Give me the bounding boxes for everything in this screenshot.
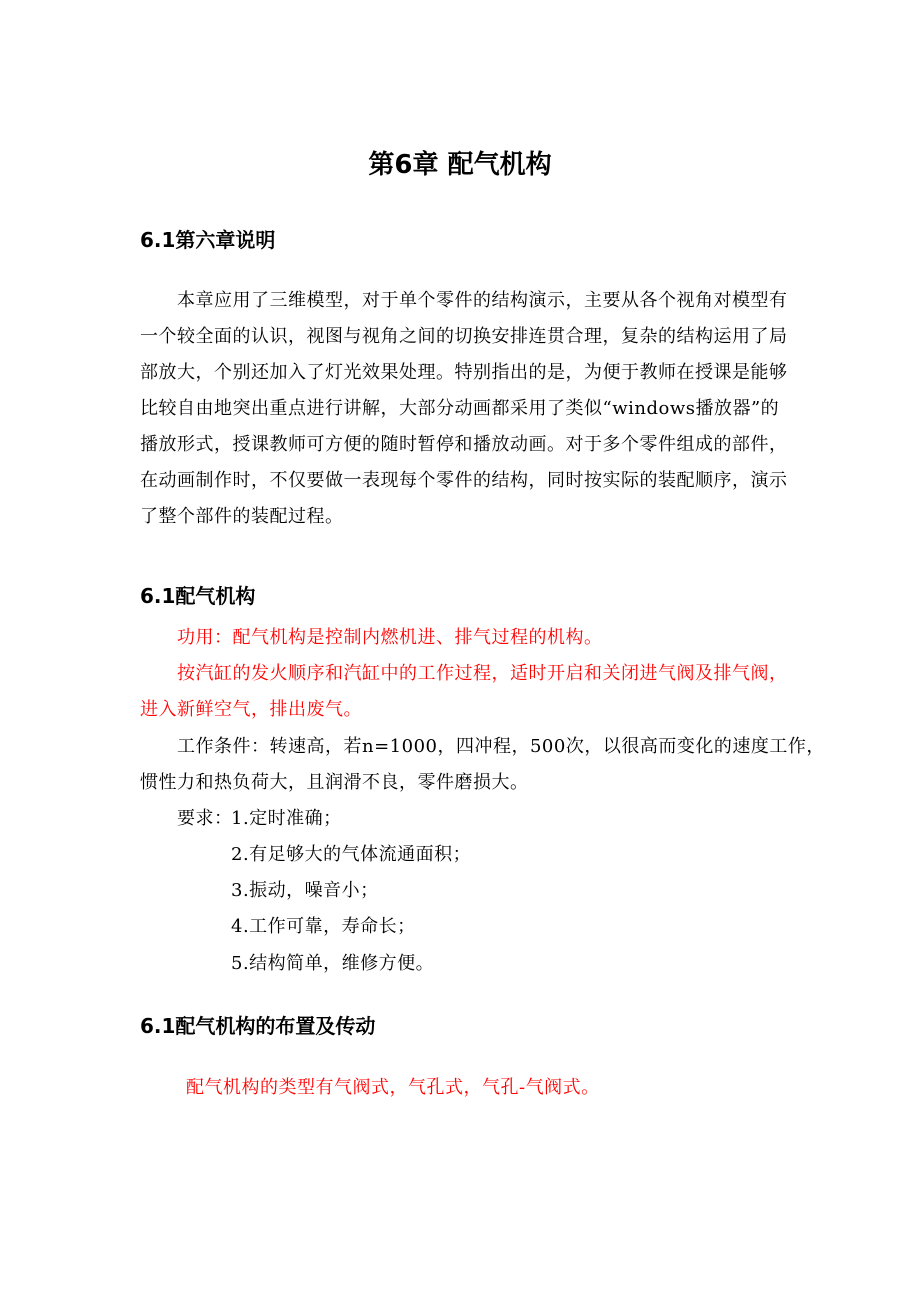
paragraph-line: 一个较全面的认识，视图与视角之间的切换安排连贯合理，复杂的结构运用了局 xyxy=(140,326,788,347)
description-line: 按汽缸的发火顺序和汽缸中的工作过程，适时开启和关闭进气阀及排气阀， xyxy=(177,663,788,684)
requirement-item: 2.有足够大的气体流通面积； xyxy=(231,844,472,865)
chapter-title: 第6章 配气机构 xyxy=(368,150,552,180)
section-heading-valve-train: 6.1配气机构 xyxy=(140,584,256,608)
conditions-line: 惯性力和热负荷大，且润滑不良，零件磨损大。 xyxy=(140,772,529,793)
requirement-item: 1.定时准确； xyxy=(231,808,342,829)
paragraph-line: 比较自由地突出重点进行讲解，大部分动画都采用了类似“windows播放器”的 xyxy=(140,398,780,419)
paragraph-line: 在动画制作时，不仅要做一表现每个零件的结构，同时按实际的装配顺序，演示 xyxy=(140,470,788,491)
section-heading-layout-drive: 6.1配气机构的布置及传动 xyxy=(140,1014,376,1038)
requirement-item: 5.结构简单，维修方便。 xyxy=(231,953,435,974)
paragraph-line: 播放形式，授课教师可方便的随时暂停和播放动画。对于多个零件组成的部件， xyxy=(140,434,788,455)
function-text: 功用：配气机构是控制内燃机进、排气过程的机构。 xyxy=(177,627,603,648)
paragraph-line: 了整个部件的装配过程。 xyxy=(140,506,344,527)
requirement-item: 3.振动，噪音小； xyxy=(231,880,379,901)
types-text: 配气机构的类型有气阀式，气孔式，气孔-气阀式。 xyxy=(186,1077,600,1098)
conditions-line: 工作条件：转速高，若n=1000，四冲程，500次，以很高而变化的速度工作， xyxy=(177,736,825,757)
paragraph-line: 本章应用了三维模型，对于单个零件的结构演示，主要从各个视角对模型有 xyxy=(177,290,788,311)
requirements-label: 要求： xyxy=(177,808,233,829)
section-heading-chapter-notes: 6.1第六章说明 xyxy=(140,228,276,252)
description-line: 进入新鲜空气，排出废气。 xyxy=(140,699,362,720)
requirement-item: 4.工作可靠，寿命长； xyxy=(231,916,416,937)
paragraph-line: 部放大，个别还加入了灯光效果处理。特别指出的是，为便于教师在授课是能够 xyxy=(140,362,788,383)
